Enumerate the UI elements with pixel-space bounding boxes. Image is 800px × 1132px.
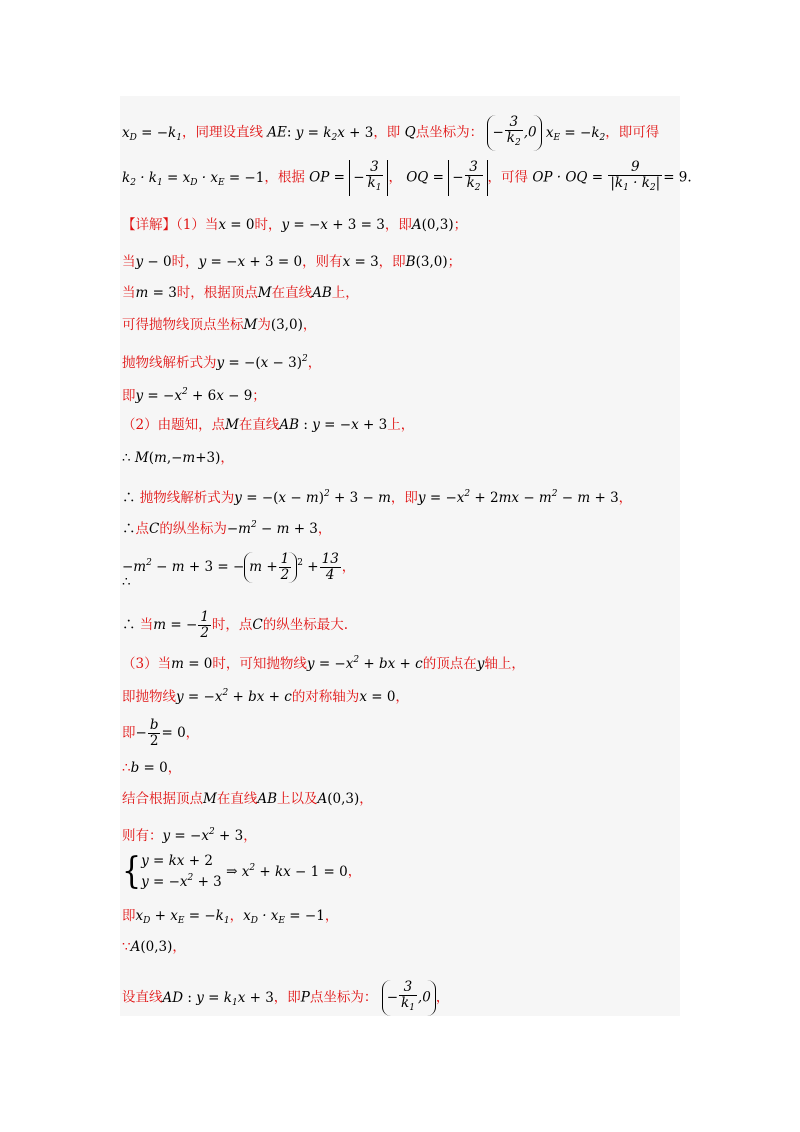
detail-tag: 【详解】 [122, 217, 176, 233]
solution-line-19: 结合根据顶点M在直线AB上以及A(0,3)， [122, 791, 373, 807]
solution-line-12: ∴点C的纵坐标为$-m^2 - m + 3$， [122, 520, 332, 537]
solution-line-1: $x_D = -k_1$，同理设直线 AE: $y = k_2x + 3$，即 Q点坐标为： − $\frac{3}{k_2}$ ,0 $x_E = -k_2$，即可得 [122, 115, 659, 151]
equation-system: y = kx + 2 $y = -x^2 + 3$ [141, 853, 222, 890]
solution-line-11: ∴ 抛物线解析式为$y = -(x - m)^2 + 3 - m$，即$y = -x^2 + 2mx - m^2 - m + 3$， [122, 489, 633, 506]
solution-line-9: （2）由题知，点M在直线AB : y = −x + 3上， [122, 417, 415, 433]
solution-line-6: 可得抛物线顶点坐标M为(3,0)， [122, 317, 317, 333]
point-p-coordinates: − $\frac{3}{k_1}$ ,0 [382, 980, 436, 1016]
solution-line-23: ∵A(0,3)， [122, 939, 186, 955]
solution-line-8: 即$y = -x^2 + 6x - 9$； [122, 387, 266, 404]
solution-line-21: {y = kx + 2 $y = -x^2 + 3$ ⇒ $x^2$ + kx − 1 = 0， [122, 850, 362, 893]
solution-line-3: 【详解】（1）当x = 0时，y = −x + 3 = 3，即A(0,3)； [122, 217, 468, 233]
solution-line-15: （3）当m = 0时，可知抛物线$y = -x^2$ + bx + c的顶点在y轴上， [122, 655, 525, 672]
solution-line-18: ∴b = 0， [122, 760, 182, 776]
solution-line-22: 即$x_D + x_E = -k_1$，$x_D \cdot x_E = -1$， [122, 908, 339, 926]
solution-line-4: 当y − 0时，y = −x + 3 = 0，则有x = 3，即B(3,0)； [122, 254, 462, 270]
solution-line-24: 设直线AD : $y = k_1x + 3$，即P点坐标为： − $\frac{3}{k_1}$ ,0 ， [122, 980, 449, 1016]
solution-line-17: 即− $\frac{b}{2}$ = 0， [122, 717, 200, 749]
point-q-coordinates: − $\frac{3}{k_2}$ ,0 [487, 115, 541, 151]
solution-line-7: 抛物线解析式为$y = -(x - 3)^2$， [122, 354, 322, 371]
solution-line-13: $-m^2 - m + 3$ = − m + $\frac{1}{2}$ $^2$ + $\frac{13}{4}$ ， [122, 551, 356, 583]
solution-line-2: $k_2 \cdot k_1 = x_D \cdot x_E = -1$，根据 OP = − $\frac{3}{k_1}$ ， OQ = − $\frac{3}{k_2}$ ，可得 OP · OQ = $\frac{9}{|k_1 \cdot k_2|}$ = 9. [122, 160, 692, 196]
solution-line-5: 当m = 3时，根据顶点M在直线AB上， [122, 285, 359, 301]
therefore-symbol: ∴ [122, 574, 131, 590]
solution-line-20: 则有：$y = -x^2 + 3$， [122, 827, 257, 844]
solution-line-16: 即抛物线$y = -x^2$ + bx + c的对称轴为x = 0， [122, 688, 409, 705]
solution-line-14: ∴ 当m = − $\frac{1}{2}$ 时，点C的纵坐标最大. [122, 609, 349, 641]
solution-line-10: ∴ M(m,−m+3)， [122, 450, 234, 466]
